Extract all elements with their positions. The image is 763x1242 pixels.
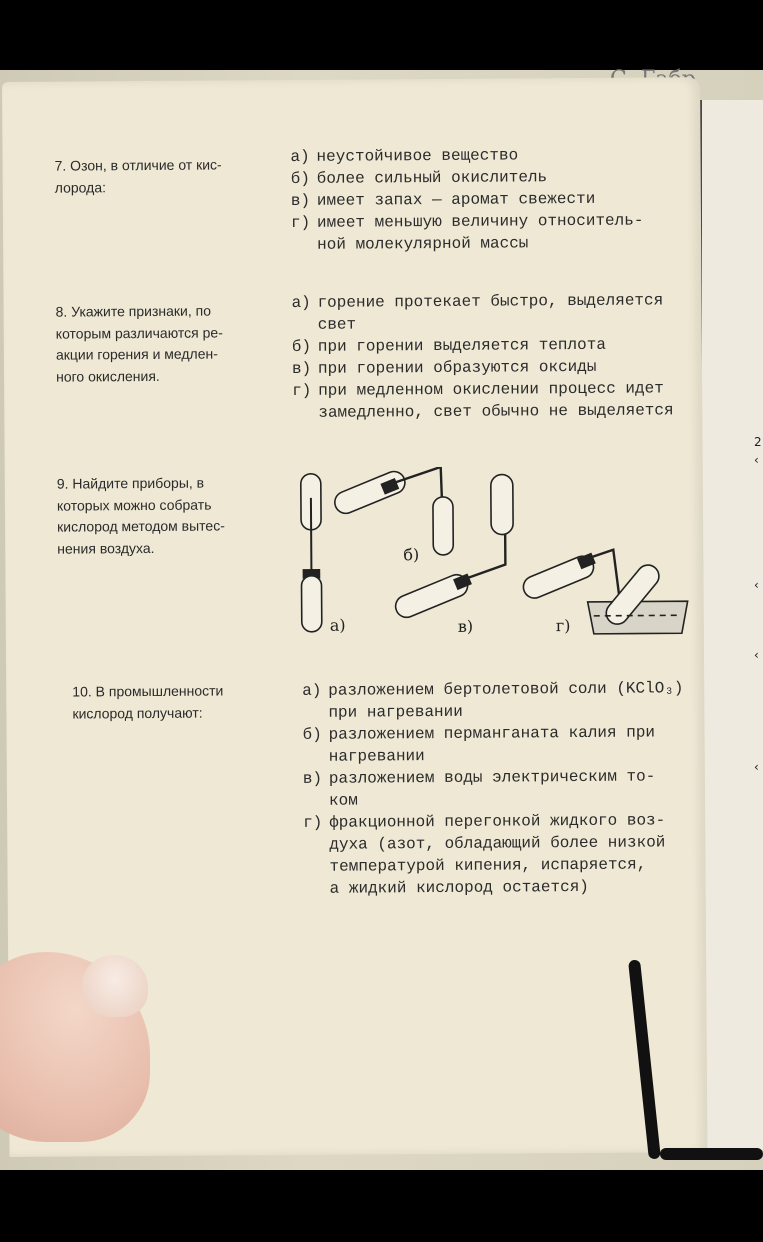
answer-text bbox=[329, 765, 708, 812]
question-line: акции горения и медлен- bbox=[55, 345, 218, 363]
adjacent-page bbox=[700, 100, 763, 1150]
answer-text bbox=[317, 165, 696, 190]
apparatus-label-b: б) bbox=[403, 545, 420, 565]
edge-mark: ‹ bbox=[754, 760, 759, 774]
answer-line: при нагревании bbox=[328, 702, 463, 722]
answers-7 bbox=[290, 143, 696, 256]
question-line: лорода: bbox=[54, 178, 107, 196]
answer-line: разложением воды электрическим то- bbox=[328, 767, 656, 788]
question-line: кислород получают: bbox=[72, 704, 203, 722]
answer-letter: б) bbox=[291, 337, 312, 356]
question-8 bbox=[56, 300, 257, 387]
question-line: которых можно собрать bbox=[56, 496, 212, 514]
answer-text bbox=[318, 355, 697, 380]
answers-8 bbox=[291, 289, 697, 424]
apparatus-d bbox=[520, 549, 688, 634]
answer-letter: а) bbox=[291, 293, 311, 312]
answer-letter: в) bbox=[290, 191, 311, 210]
answer-letter: г) bbox=[290, 213, 311, 232]
answer-line: разложением бертолетовой соли (KClO₃) bbox=[328, 679, 684, 700]
test-tube bbox=[491, 474, 513, 534]
answer-item bbox=[302, 721, 707, 768]
apparatus-label-d: г) bbox=[555, 616, 571, 636]
answer-item bbox=[291, 209, 696, 256]
answer-line: фракционной перегонкой жидкого воз- bbox=[329, 811, 666, 832]
answer-line: температурой кипения, испаряется, bbox=[329, 855, 647, 876]
question-line: 10. В промышленности bbox=[72, 682, 224, 700]
answer-letter: б) bbox=[290, 169, 310, 188]
answer-line: имеет меньшую величину относитель- bbox=[316, 211, 644, 232]
question-9 bbox=[57, 472, 258, 559]
answer-item bbox=[303, 765, 708, 812]
answer-text bbox=[318, 333, 697, 358]
apparatus-diagram bbox=[293, 465, 694, 653]
answer-line: духа (азот, обладающий более низкой bbox=[329, 833, 666, 854]
test-tube bbox=[301, 576, 321, 632]
apparatus-b bbox=[331, 467, 453, 556]
answers-10 bbox=[302, 677, 709, 900]
answer-item bbox=[291, 187, 696, 212]
edge-mark: ‹ bbox=[754, 578, 759, 592]
question-line: кислород методом вытес- bbox=[57, 517, 225, 535]
answer-line: более сильный окислитель bbox=[316, 168, 548, 188]
answer-item bbox=[303, 809, 709, 900]
answer-line: ной молекулярной массы bbox=[317, 234, 529, 254]
answer-line: ком bbox=[328, 791, 358, 810]
answer-text bbox=[317, 209, 696, 256]
question-line: ного окисления. bbox=[55, 367, 160, 385]
answer-line: при горении образуются оксиды bbox=[317, 357, 597, 378]
answer-letter: а) bbox=[302, 681, 322, 700]
answer-line: неустойчивое вещество bbox=[316, 146, 519, 166]
answer-line: замедленно, свет обычно не выделяется bbox=[318, 401, 674, 422]
answer-text bbox=[328, 677, 707, 724]
answer-letter: в) bbox=[291, 359, 312, 378]
edge-mark: ‹ bbox=[754, 648, 759, 662]
edge-mark: 2 bbox=[754, 435, 762, 449]
test-tube bbox=[433, 497, 453, 555]
question-line: 8. Укажите признаки, по bbox=[55, 302, 212, 320]
edge-mark: ‹ bbox=[754, 453, 759, 467]
answer-item bbox=[291, 165, 696, 190]
apparatus-label-a: а) bbox=[329, 615, 346, 635]
apparatus-a bbox=[301, 474, 322, 632]
question-line: нения воздуха. bbox=[57, 539, 155, 557]
question-line: 7. Озон, в отличие от кис- bbox=[54, 156, 222, 174]
answer-letter: г) bbox=[292, 381, 312, 400]
answer-item bbox=[292, 355, 697, 380]
answer-line: а жидкий кислород остается) bbox=[329, 877, 589, 898]
answer-text bbox=[328, 721, 707, 768]
answer-line: имеет запах — аромат свежести bbox=[316, 189, 596, 210]
question-line: 9. Найдите приборы, в bbox=[56, 474, 205, 492]
test-tube bbox=[331, 468, 408, 517]
apparatus-label-c: в) bbox=[457, 616, 474, 636]
answer-line: разложением перманганата калия при bbox=[328, 723, 656, 744]
fingernail bbox=[82, 955, 148, 1017]
question-line: которым различаются ре- bbox=[55, 323, 223, 342]
answer-text bbox=[316, 143, 695, 168]
answer-letter: а) bbox=[290, 147, 310, 166]
answer-letter: б) bbox=[302, 725, 322, 744]
apparatus-svg bbox=[293, 465, 694, 648]
answer-item bbox=[290, 143, 695, 168]
answer-item bbox=[291, 289, 696, 336]
answer-item bbox=[292, 333, 697, 358]
answer-letter: в) bbox=[302, 769, 323, 788]
answer-line: при горении выделяется теплота bbox=[317, 335, 606, 356]
answer-item bbox=[292, 377, 697, 424]
answer-text bbox=[329, 809, 709, 900]
delivery-tube bbox=[311, 498, 312, 576]
answer-line: при медленном окислении процесс идет bbox=[318, 379, 664, 400]
answer-text bbox=[317, 289, 696, 336]
answer-text bbox=[317, 187, 696, 212]
answer-line: горение протекает быстро, выделяется bbox=[317, 291, 664, 312]
answer-line: свет bbox=[317, 315, 357, 334]
question-7 bbox=[55, 154, 255, 198]
answer-line: нагревании bbox=[328, 747, 425, 766]
answer-item bbox=[302, 677, 707, 724]
answer-letter: г) bbox=[303, 813, 323, 832]
question-10 bbox=[72, 680, 272, 724]
answer-text bbox=[318, 377, 697, 424]
pen-stand-base bbox=[660, 1148, 763, 1160]
